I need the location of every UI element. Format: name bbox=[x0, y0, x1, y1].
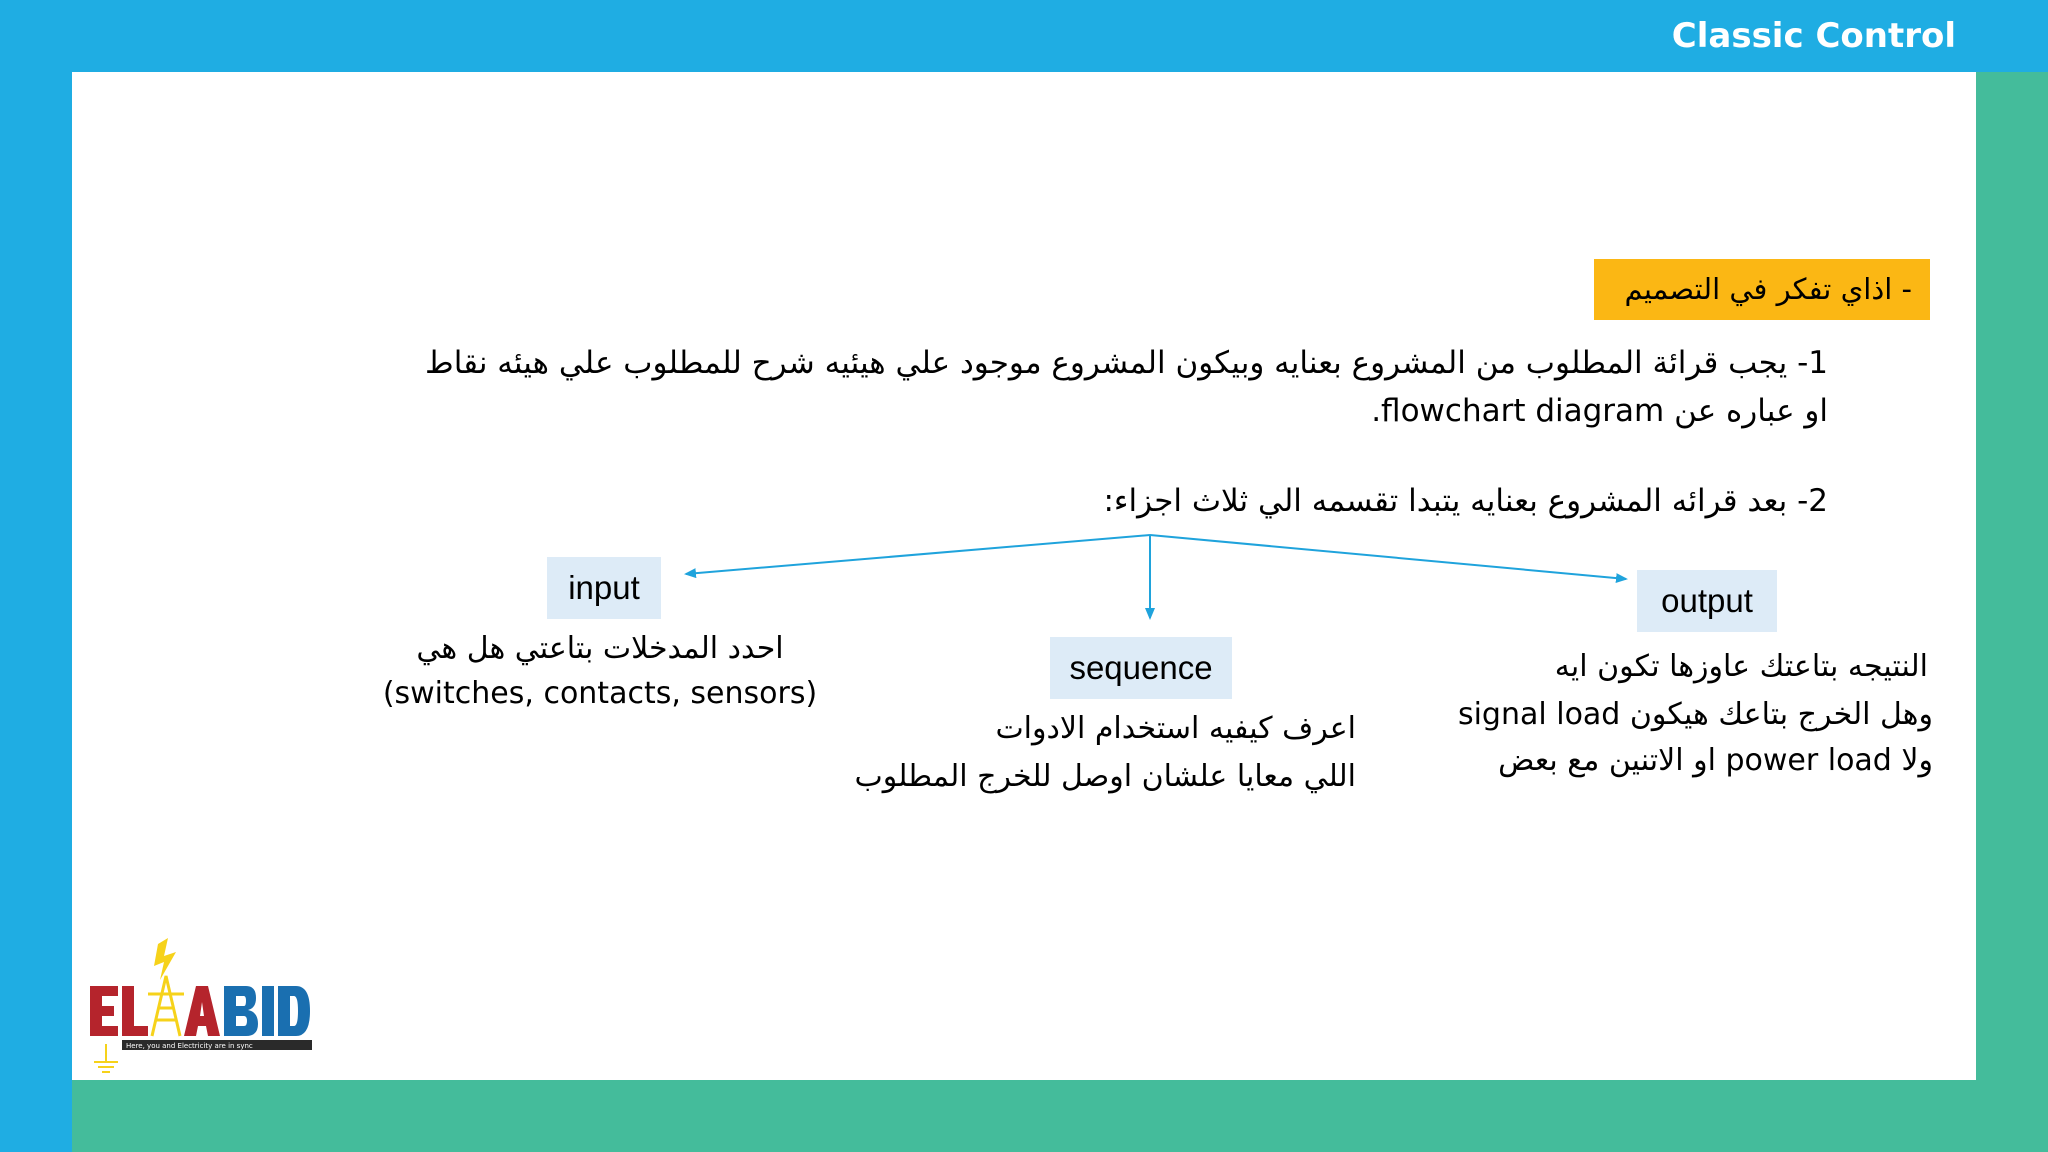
output-desc-line1: النتيجه بتاعتك عاوزها تكون ايه bbox=[1554, 649, 1928, 684]
sequence-label: sequence bbox=[1050, 637, 1232, 699]
output-label: output bbox=[1637, 570, 1777, 632]
logo-tagline: Here, you and Electricity are in sync bbox=[126, 1042, 253, 1050]
sequence-desc-line2: اللي معايا علشان اوصل للخرج المطلوب bbox=[854, 759, 1356, 794]
sequence-desc-line1: اعرف كيفيه استخدام الادوات bbox=[995, 711, 1356, 746]
section-heading: - اذاي تفكر في التصميم bbox=[1594, 259, 1930, 320]
elmabid-logo bbox=[86, 936, 316, 1078]
arrow-to-output bbox=[1150, 535, 1626, 579]
step1-text-line1: 1- يجب قرائة المطلوب من المشروع بعنايه وبيكون المشروع موجود علي هيئيه شرح للمطلوب علي هيئه نقاط bbox=[425, 345, 1828, 381]
step2-text: 2- بعد قرائه المشروع بعنايه يتبدا تقسمه الي ثلاث اجزاء: bbox=[1103, 483, 1828, 519]
input-desc-line1: احدد المدخلات بتاعتي هل هي bbox=[416, 631, 784, 666]
step1-text-line2: او عباره عن flowchart diagram. bbox=[1371, 393, 1828, 429]
input-label: input bbox=[547, 557, 661, 619]
input-desc-line2: (switches, contacts, sensors) bbox=[382, 676, 818, 711]
output-desc-line3: ولا power load او الاتنين مع بعض bbox=[1498, 743, 1933, 778]
output-desc-line2: وهل الخرج بتاعك هيكون signal load bbox=[1457, 697, 1933, 732]
arrow-to-input bbox=[686, 535, 1150, 574]
header-title: Classic Control bbox=[1671, 16, 1956, 56]
